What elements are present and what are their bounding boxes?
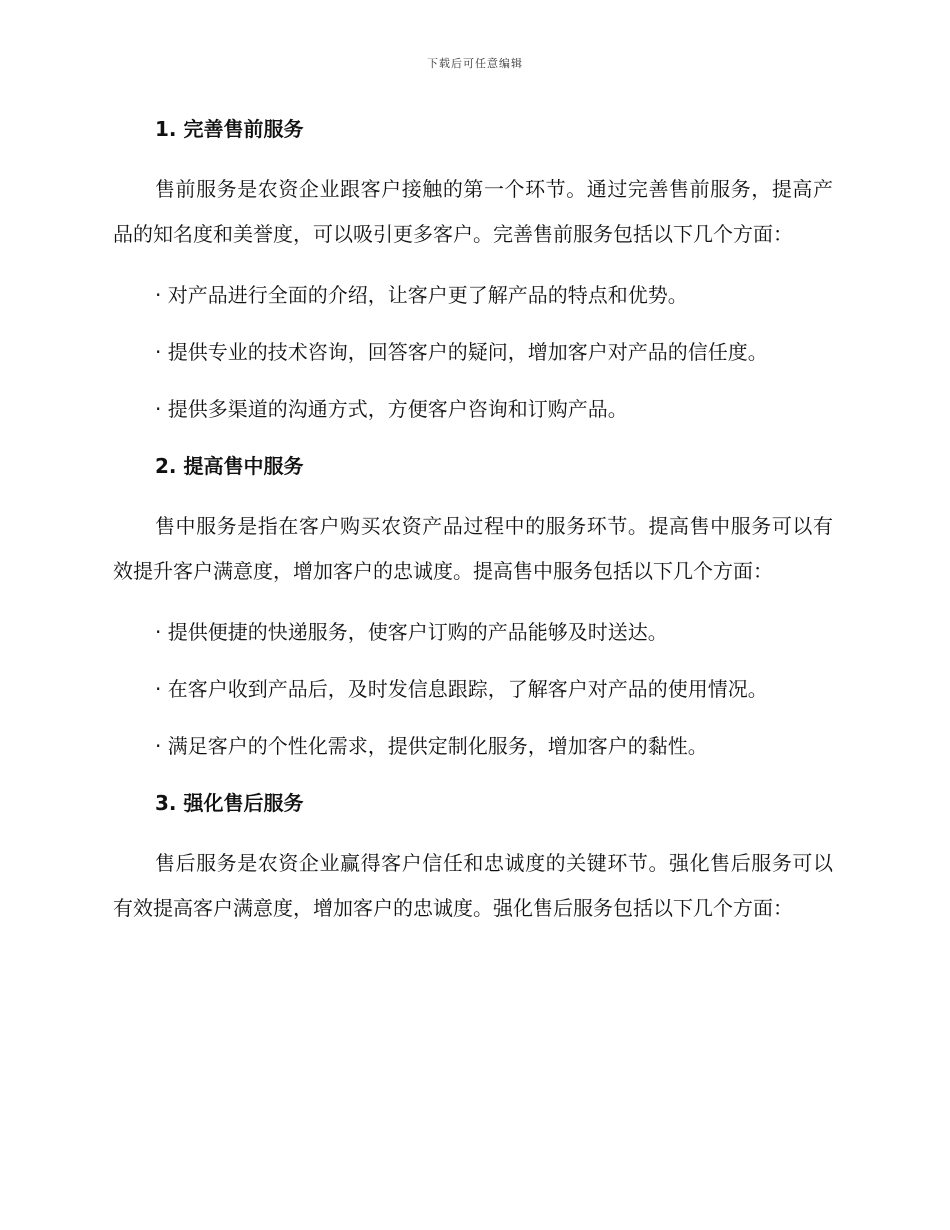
page-header: 下载后可任意编辑 bbox=[427, 57, 523, 70]
document-body bbox=[113, 111, 833, 930]
section-heading-2: 2. 提高售中服务 bbox=[155, 454, 304, 478]
section-paragraph-1: 售前服务是农资企业跟客户接触的第一个环节。通过完善售前服务，提高产品的知名度和美誉度，可以吸引更多客户。完善售前服务包括以下几个方面： bbox=[113, 177, 833, 246]
bullet-item: · 对产品进行全面的介绍，让客户更了解产品的特点和优势。 bbox=[155, 283, 688, 307]
bullet-item: · 提供便捷的快递服务，使客户订购的产品能够及时送达。 bbox=[155, 620, 668, 644]
section-heading-1: 1. 完善售前服务 bbox=[155, 117, 304, 141]
bullet-item: · 满足客户的个性化需求，提供定制化服务，增加客户的黏性。 bbox=[155, 734, 708, 758]
bullet-item: · 在客户收到产品后，及时发信息跟踪，了解客户对产品的使用情况。 bbox=[155, 677, 768, 701]
section-paragraph-2: 售中服务是指在客户购买农资产品过程中的服务环节。提高售中服务可以有效提升客户满意度，增加客户的忠诚度。提高售中服务包括以下几个方面： bbox=[113, 514, 833, 583]
section-heading-3: 3. 强化售后服务 bbox=[155, 791, 304, 815]
section-paragraph-3: 售后服务是农资企业赢得客户信任和忠诚度的关键环节。强化售后服务可以有效提高客户满意度，增加客户的忠诚度。强化售后服务包括以下几个方面： bbox=[113, 851, 833, 920]
bullet-item: · 提供专业的技术咨询，回答客户的疑问，增加客户对产品的信任度。 bbox=[155, 340, 768, 364]
bullet-item: · 提供多渠道的沟通方式，方便客户咨询和订购产品。 bbox=[155, 397, 628, 421]
